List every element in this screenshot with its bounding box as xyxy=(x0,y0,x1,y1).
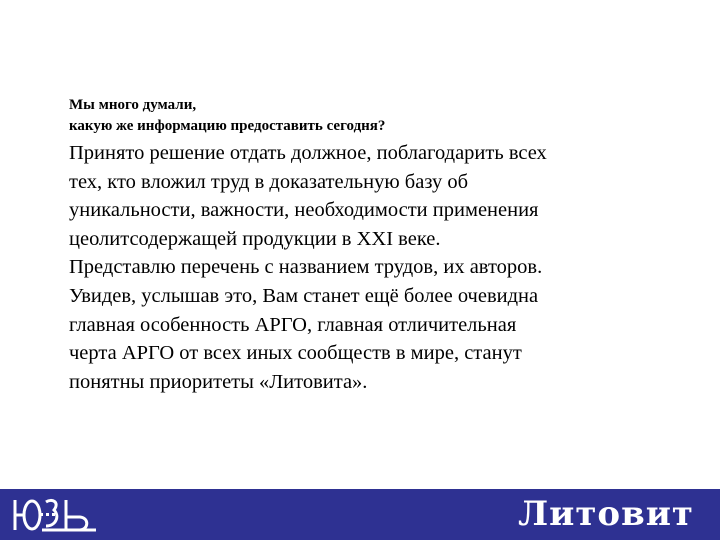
footer-bar xyxy=(0,489,720,540)
body-line: цеолитсодержащей продукции в XXI веке. xyxy=(69,227,441,250)
body-line: уникальности, важности, необходимости применения xyxy=(69,199,539,222)
slide-content xyxy=(69,95,669,396)
slide-heading xyxy=(69,95,669,137)
heading-line: Мы много думали, xyxy=(69,97,197,113)
body-line: главная особенность АРГО, главная отличительная xyxy=(69,313,517,336)
body-line: тех, кто вложил труд в доказательную базу об xyxy=(69,170,469,193)
litovit-logo-text: Литовит xyxy=(518,494,694,534)
body-line: Увидев, услышав это, Вам станет ещё более очевидна xyxy=(69,284,539,307)
body-line: Принято решение отдать должное, поблагодарить всех xyxy=(69,142,547,164)
nuzb-logo-icon xyxy=(12,496,102,534)
body-line: черта АРГО от всех иных сообществ в мире, станут xyxy=(69,342,522,365)
body-line: понятны приоритеты «Литовита». xyxy=(69,370,368,393)
heading-line: какую же информацию предоставить сегодня? xyxy=(69,118,386,134)
body-line: Представлю перечень с названием трудов, их авторов. xyxy=(69,256,543,279)
slide-body-text xyxy=(69,139,669,396)
